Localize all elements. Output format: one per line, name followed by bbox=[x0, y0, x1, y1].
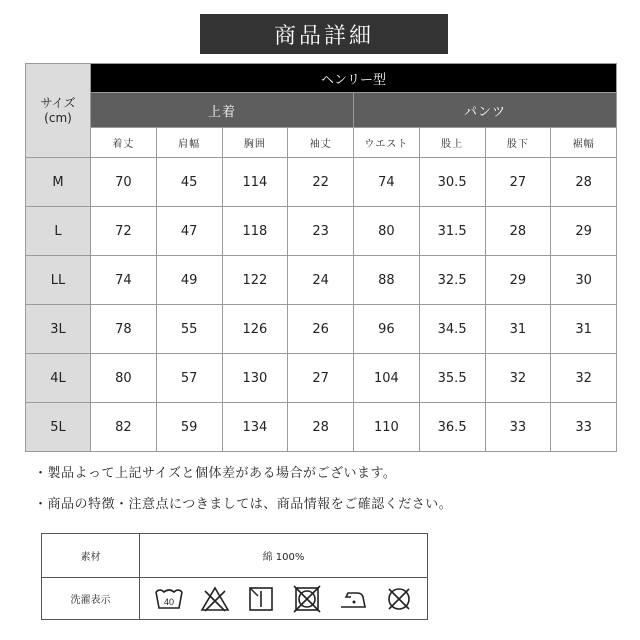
material-table bbox=[41, 533, 428, 620]
table-cell: 74 bbox=[354, 158, 420, 207]
column-header: 袖丈 bbox=[288, 128, 354, 158]
table-cell: 30.5 bbox=[419, 158, 485, 207]
table-cell: 110 bbox=[354, 403, 420, 452]
column-header: 股上 bbox=[419, 128, 485, 158]
model-header: ヘンリー型 bbox=[91, 64, 617, 93]
table-cell: 28 bbox=[288, 403, 354, 452]
table-cell: 22 bbox=[288, 158, 354, 207]
table-cell: 80 bbox=[91, 354, 157, 403]
table-cell: 78 bbox=[91, 305, 157, 354]
table-cell: 30 bbox=[551, 256, 617, 305]
table-cell: 134 bbox=[222, 403, 288, 452]
no-tumble-dry-icon bbox=[291, 583, 323, 615]
table-cell: 29 bbox=[551, 207, 617, 256]
size-table bbox=[25, 63, 617, 452]
table-cell: 32 bbox=[485, 354, 551, 403]
column-header: 着丈 bbox=[91, 128, 157, 158]
table-cell: 28 bbox=[551, 158, 617, 207]
table-cell: 82 bbox=[91, 403, 157, 452]
wash-40-icon bbox=[153, 583, 185, 615]
table-cell: 126 bbox=[222, 305, 288, 354]
iron-low-icon bbox=[337, 583, 369, 615]
table-cell: 27 bbox=[288, 354, 354, 403]
size-label: M bbox=[26, 158, 91, 207]
no-bleach-icon bbox=[199, 583, 231, 615]
table-cell: 80 bbox=[354, 207, 420, 256]
table-row bbox=[26, 207, 617, 256]
table-cell: 23 bbox=[288, 207, 354, 256]
column-header: 裾幅 bbox=[551, 128, 617, 158]
table-cell: 35.5 bbox=[419, 354, 485, 403]
table-cell: 57 bbox=[156, 354, 222, 403]
table-cell: 24 bbox=[288, 256, 354, 305]
table-cell: 70 bbox=[91, 158, 157, 207]
line-dry-icon bbox=[245, 583, 277, 615]
table-cell: 31 bbox=[551, 305, 617, 354]
table-cell: 31.5 bbox=[419, 207, 485, 256]
wash-temp-label: 40 bbox=[163, 596, 174, 607]
table-cell: 45 bbox=[156, 158, 222, 207]
table-cell: 26 bbox=[288, 305, 354, 354]
material-value: 綿 100% bbox=[140, 534, 428, 578]
page-title: 商品詳細 bbox=[200, 14, 448, 54]
table-row bbox=[26, 305, 617, 354]
table-cell: 27 bbox=[485, 158, 551, 207]
table-cell: 31 bbox=[485, 305, 551, 354]
group-header-top: 上着 bbox=[91, 93, 354, 128]
table-cell: 122 bbox=[222, 256, 288, 305]
table-cell: 33 bbox=[485, 403, 551, 452]
column-header: ウエスト bbox=[354, 128, 420, 158]
table-cell: 114 bbox=[222, 158, 288, 207]
size-label: 4L bbox=[26, 354, 91, 403]
table-cell: 104 bbox=[354, 354, 420, 403]
table-cell: 55 bbox=[156, 305, 222, 354]
note-product-info: ・商品の特徴・注意点につきましては、商品情報をご確認ください。 bbox=[34, 497, 453, 512]
column-header: 股下 bbox=[485, 128, 551, 158]
note-individual-difference: ・製品よって上記サイズと個体差がある場合がございます。 bbox=[34, 466, 397, 481]
table-cell: 29 bbox=[485, 256, 551, 305]
size-unit-header bbox=[26, 64, 91, 158]
table-cell: 36.5 bbox=[419, 403, 485, 452]
material-label: 素材 bbox=[42, 534, 140, 578]
size-label: 3L bbox=[26, 305, 91, 354]
size-label: L bbox=[26, 207, 91, 256]
table-cell: 118 bbox=[222, 207, 288, 256]
table-row bbox=[26, 403, 617, 452]
table-cell: 33 bbox=[551, 403, 617, 452]
table-cell: 130 bbox=[222, 354, 288, 403]
table-cell: 88 bbox=[354, 256, 420, 305]
care-icons bbox=[140, 578, 428, 620]
table-cell: 47 bbox=[156, 207, 222, 256]
table-cell: 28 bbox=[485, 207, 551, 256]
table-cell: 74 bbox=[91, 256, 157, 305]
table-cell: 32 bbox=[551, 354, 617, 403]
table-cell: 72 bbox=[91, 207, 157, 256]
table-row bbox=[26, 256, 617, 305]
table-row bbox=[26, 158, 617, 207]
size-unit-label: サイズ (cm) bbox=[40, 95, 76, 125]
column-header: 胸囲 bbox=[222, 128, 288, 158]
column-header: 肩幅 bbox=[156, 128, 222, 158]
care-label: 洗濯表示 bbox=[42, 578, 140, 620]
table-cell: 96 bbox=[354, 305, 420, 354]
group-header-bottom: パンツ bbox=[354, 93, 617, 128]
table-cell: 59 bbox=[156, 403, 222, 452]
table-cell: 34.5 bbox=[419, 305, 485, 354]
table-cell: 32.5 bbox=[419, 256, 485, 305]
table-row bbox=[26, 354, 617, 403]
size-label: 5L bbox=[26, 403, 91, 452]
no-dry-clean-icon bbox=[383, 583, 415, 615]
size-label: LL bbox=[26, 256, 91, 305]
table-cell: 49 bbox=[156, 256, 222, 305]
